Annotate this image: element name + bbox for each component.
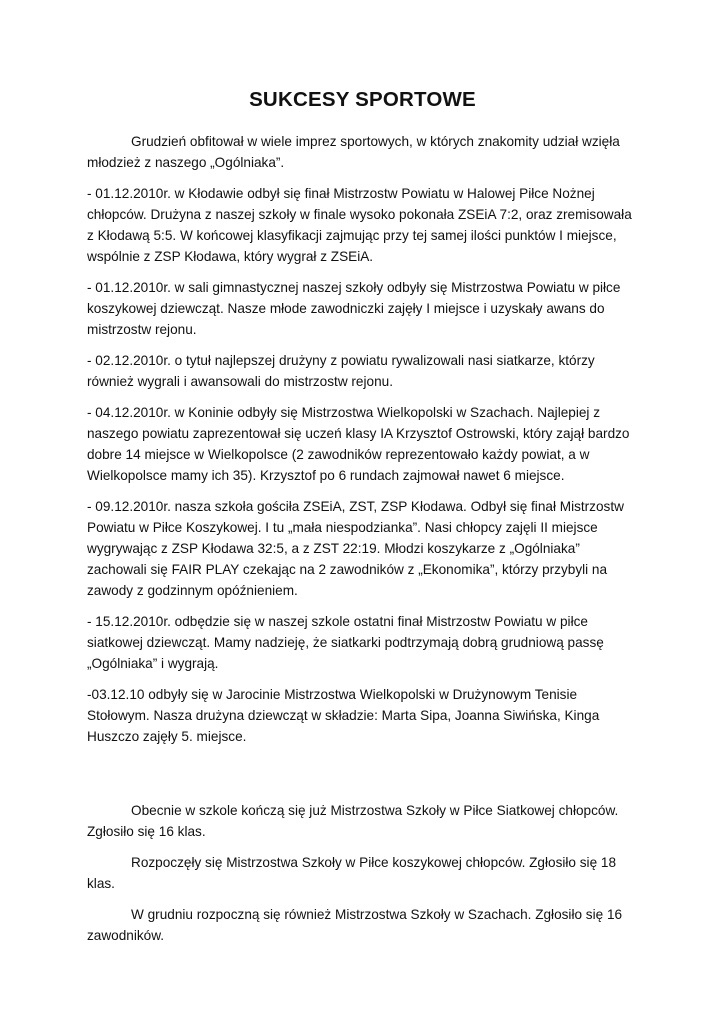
entry-paragraph-4: - 04.12.2010r. w Koninie odbyły się Mistrzostwa Wielkopolski w Szachach. Najlepiej z naszego powiatu zaprezentował się uczeń klasy IA Krzysztof Ostrowski, który zajął bardzo dobre 14 miejsce w Wielkopolsce (2 zawodników reprezentowało każdy powiat, a w Wielkopolsce mamy ich 35). Krzysztof po 6 rundach zajmował nawet 6 miejsce. bbox=[87, 405, 630, 483]
intro-paragraph: Grudzień obfitował w wiele imprez sportowych, w których znakomity udział wzięła młodzież z naszego „Ogólniaka”. bbox=[87, 134, 620, 170]
section-spacer bbox=[87, 757, 635, 800]
document-body bbox=[87, 131, 635, 956]
entry-paragraph-7: -03.12.10 odbyły się w Jarocinie Mistrzostwa Wielkopolski w Drużynowym Tenisie Stołowym. Nasza drużyna dziewcząt w składzie: Marta Sipa, Joanna Siwińska, Kinga Huszczo zajęły 5. miejsce. bbox=[87, 687, 600, 744]
closing-paragraph-1: Obecnie w szkole kończą się już Mistrzostwa Szkoły w Piłce Siatkowej chłopców. Zgłosiło się 16 klas. bbox=[87, 803, 619, 839]
entry-paragraph-2: - 01.12.2010r. w sali gimnastycznej naszej szkoły odbyły się Mistrzostwa Powiatu w piłce koszykowej dziewcząt. Nasze młode zawodniczki zajęły I miejsce i uzyskały awans do mistrzostw rejonu. bbox=[87, 280, 621, 337]
entry-paragraph-3: - 02.12.2010r. o tytuł najlepszej drużyny z powiatu rywalizowali nasi siatkarze, którzy również wygrali i awansowali do mistrzostw rejonu. bbox=[87, 353, 595, 389]
closing-paragraph-2: Rozpoczęły się Mistrzostwa Szkoły w Piłce koszykowej chłopców. Zgłosiło się 18 klas. bbox=[87, 855, 617, 891]
entry-paragraph-1: - 01.12.2010r. w Kłodawie odbył się finał Mistrzostw Powiatu w Halowej Piłce Nożnej chłopców. Drużyna z naszej szkoły w finale wysoko pokonała ZSEiA 7:2, oraz zremisowała z Kłodawą 5:5. W końcowej klasyfikacji zajmując przy tej samej ilości punktów I miejsce, wspólnie z ZSP Kłodawa, który wygrał z ZSEiA. bbox=[87, 186, 632, 264]
entry-paragraph-6: - 15.12.2010r. odbędzie się w naszej szkole ostatni finał Mistrzostw Powiatu w piłce siatkowej dziewcząt. Mamy nadzieję, że siatkarki podtrzymają dobrą grudniową passę „Ogólniaka” i wygrają. bbox=[87, 614, 604, 671]
document-title: SUKCESY SPORTOWE bbox=[249, 88, 476, 111]
closing-paragraph-3: W grudniu rozpoczną się również Mistrzostwa Szkoły w Szachach. Zgłosiło się 16 zawodników. bbox=[87, 907, 623, 943]
entry-paragraph-5: - 09.12.2010r. nasza szkoła gościła ZSEiA, ZST, ZSP Kłodawa. Odbył się finał Mistrzostw Powiatu w Piłce Koszykowej. I tu „mała niespodzianka”. Nasi chłopcy zajęli II miejsce wygrywając z ZSP Kłodawa 32:5, a z ZST 22:19. Młodzi koszykarze z „Ogólniaka” zachowali się FAIR PLAY czekając na 2 zawodników z „Ekonomika”, którzy przybyli na zawody z godzinnym opóźnieniem. bbox=[87, 499, 624, 598]
